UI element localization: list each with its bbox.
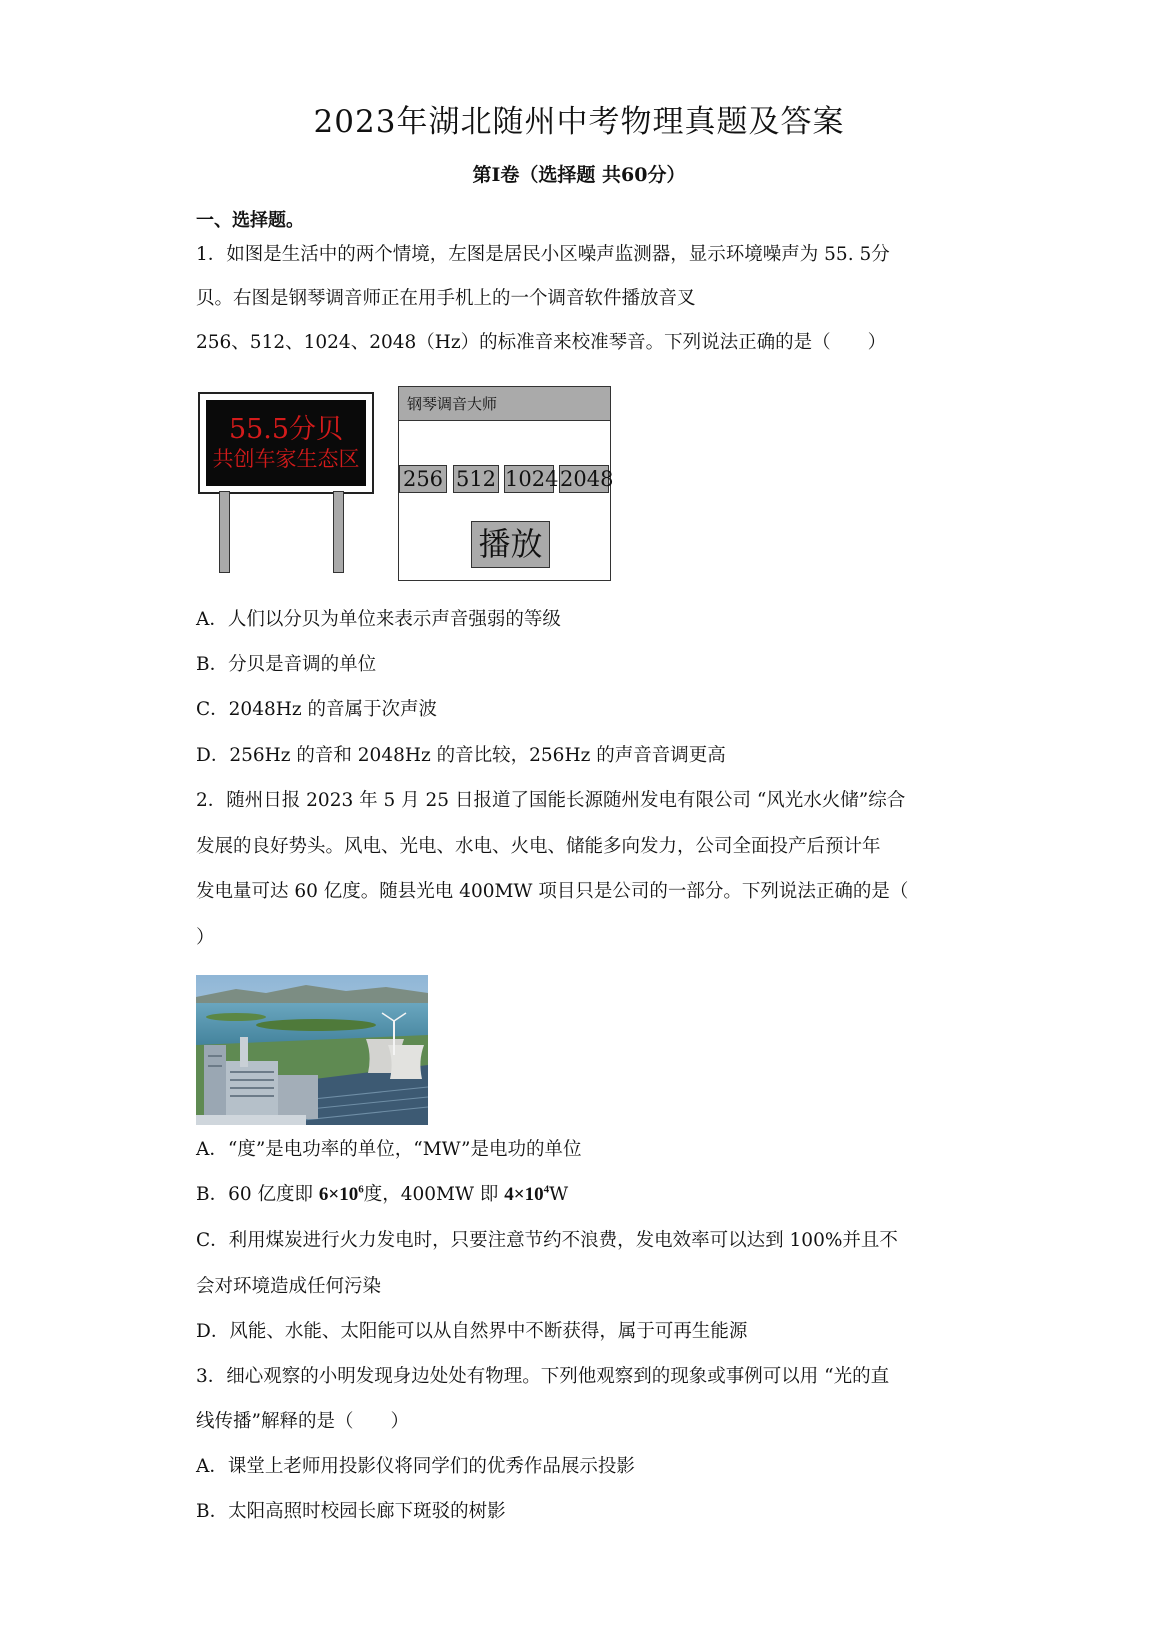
q2-option-b [196, 1180, 568, 1206]
q1-option-c: C．2048Hz 的音属于次声波 [196, 699, 437, 720]
q2-option-a: A．“度”是电功率的单位，“MW”是电功的单位 [196, 1139, 582, 1160]
sci2-exp: 4 [543, 1183, 550, 1196]
play-button[interactable]: 播放 [471, 521, 550, 568]
q2-line-3: 发电量可达 60 亿度。随县光电 400MW 项目只是公司的一部分。下列说法正确的是（ [196, 881, 909, 902]
q3-line-1: 3．细心观察的小明发现身边处处有物理。下列他观察到的现象或事例可以用 “光的直 [196, 1366, 890, 1387]
q2-line-2: 发展的良好势头。风电、光电、水电、火电、储能多向发力，公司全面投产后预计年 [196, 836, 881, 857]
q2-option-c-line-1: C．利用煤炭进行火力发电时，只要注意节约不浪费，发电效率可以达到 100%并且不 [196, 1230, 898, 1251]
q1-line-2: 贝。右图是钢琴调音师正在用手机上的一个调音软件播放音叉 [196, 288, 696, 309]
app-title: 钢琴调音大师 [399, 387, 610, 421]
sci2-base: 4×10 [504, 1184, 544, 1205]
q2-option-b-prefix: B．60 亿度即 [196, 1184, 319, 1205]
q2-option-b-mid: 度，400MW 即 [363, 1184, 505, 1205]
q3-line-2: 线传播”解释的是（ ） [196, 1411, 409, 1432]
sign-post-left [219, 491, 230, 573]
freq-button-256[interactable]: 256 [399, 465, 447, 493]
q1-line-3: 256、512、1024、2048（Hz）的标准音来校准琴音。下列说法正确的是（ ） [196, 332, 887, 353]
q1-line-1: 1．如图是生活中的两个情境，左图是居民小区噪声监测器，显示环境噪声为 55. 5分 [196, 244, 890, 265]
q2-option-b-sci2 [504, 1184, 549, 1205]
sign-post-right [333, 491, 344, 573]
power-plant-photo [196, 975, 428, 1125]
tuning-app [398, 386, 614, 581]
sign-decibel-reading: 55.5分贝 [228, 414, 344, 445]
q2-line-4: ） [196, 927, 215, 948]
sci1-base: 6×10 [318, 1184, 359, 1205]
sign-display [206, 400, 366, 486]
q2-option-b-suffix: W [549, 1184, 569, 1205]
q2-line-1: 2．随州日报 2023 年 5 月 25 日报道了国能长源随州发电有限公司 “风光水火储”综合 [196, 790, 906, 811]
freq-button-1024[interactable]: 1024 [505, 467, 559, 491]
q2-option-d: D．风能、水能、太阳能可以从自然界中不断获得，属于可再生能源 [196, 1321, 748, 1342]
q1-option-b: B．分贝是音调的单位 [196, 654, 377, 675]
q1-option-d: D．256Hz 的音和 2048Hz 的音比较，256Hz 的声音音调更高 [196, 745, 726, 766]
freq-button-2048[interactable]: 2048 [560, 467, 614, 491]
section-subtitle: 第Ⅰ卷（选择题 共60分） [472, 164, 686, 186]
q3-option-a: A．课堂上老师用投影仪将同学们的优秀作品展示投影 [196, 1456, 635, 1477]
page-title: 2023年湖北随州中考物理真题及答案 [313, 104, 845, 140]
q2-option-c-line-2: 会对环境造成任何污染 [196, 1276, 382, 1297]
q3-option-b: B．太阳高照时校园长廊下斑驳的树影 [196, 1501, 506, 1522]
sci1-exp: 6 [358, 1183, 364, 1196]
sign-slogan: 共创车家生态区 [212, 447, 360, 471]
power-plant-illustration [196, 975, 428, 1125]
noise-monitor-sign [198, 392, 374, 494]
section-heading: 一、选择题。 [196, 210, 304, 231]
q2-option-b-sci1 [319, 1184, 364, 1205]
q1-option-a: A．人们以分贝为单位来表示声音强弱的等级 [196, 609, 561, 630]
freq-button-512[interactable]: 512 [453, 465, 499, 493]
